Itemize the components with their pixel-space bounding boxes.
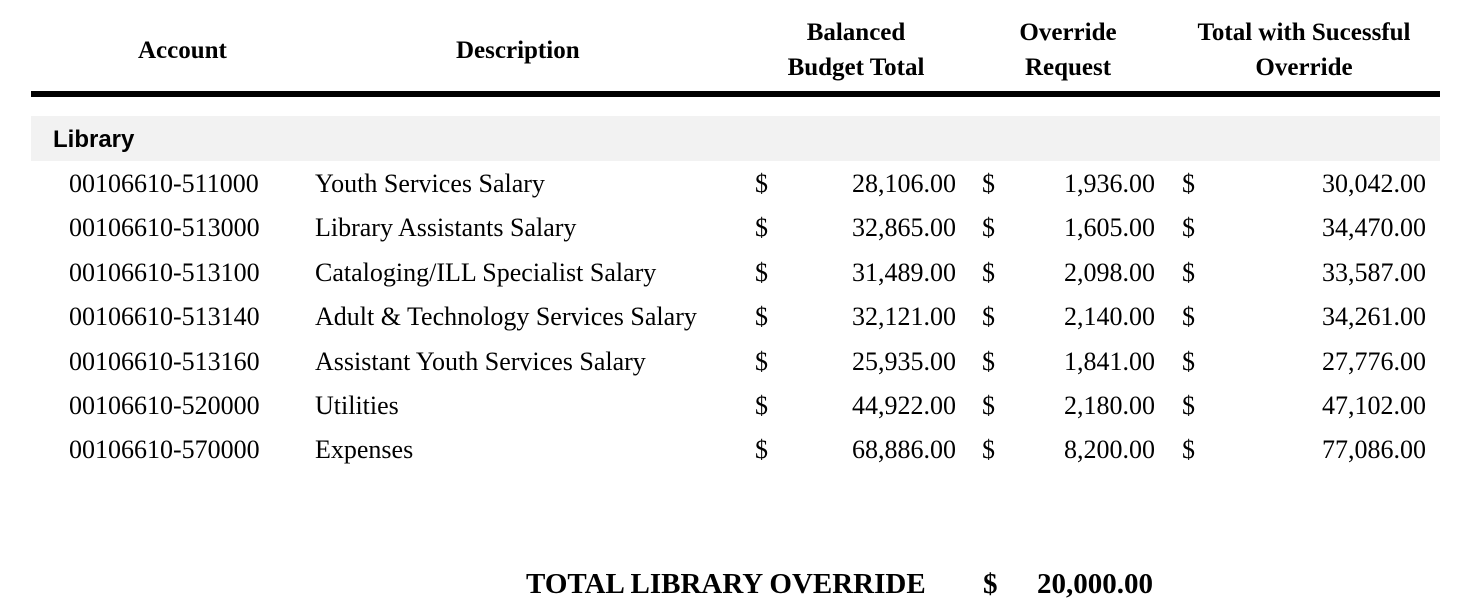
currency-symbol: $ [982, 390, 995, 420]
total-override-cell: 27,776.00 [1322, 346, 1426, 376]
total-override-cell: 77,086.00 [1322, 435, 1426, 465]
table-row [0, 253, 1472, 297]
section-header-library [31, 116, 1440, 161]
override-request-cell: 2,180.00 [1064, 390, 1155, 420]
account-cell: 00106610-520000 [69, 390, 260, 420]
header-total-with-override: Total with Sucessful Override [1197, 19, 1411, 81]
description-cell: Utilities [315, 390, 399, 420]
total-value: 20,000.00 [1037, 568, 1153, 600]
currency-symbol: $ [982, 257, 995, 287]
account-cell: 00106610-513100 [69, 257, 260, 287]
table-row [0, 164, 1472, 208]
currency-symbol: $ [755, 390, 768, 420]
total-currency-symbol: $ [983, 568, 998, 600]
account-cell: 00106610-513140 [69, 302, 260, 332]
currency-symbol: $ [1182, 302, 1195, 332]
balanced-total-cell: 28,106.00 [852, 169, 956, 198]
table-row [0, 297, 1472, 341]
balanced-total-cell: 32,865.00 [852, 213, 956, 243]
currency-symbol: $ [1182, 213, 1195, 243]
balanced-total-cell: 44,922.00 [852, 390, 956, 420]
currency-symbol: $ [755, 169, 768, 198]
total-override-cell: 34,470.00 [1322, 213, 1426, 243]
currency-symbol: $ [1182, 169, 1195, 198]
balanced-total-cell: 31,489.00 [852, 257, 956, 287]
total-override-cell: 30,042.00 [1322, 169, 1426, 198]
balanced-total-cell: 25,935.00 [852, 346, 956, 376]
currency-symbol: $ [755, 302, 768, 332]
balanced-total-cell: 68,886.00 [852, 435, 956, 465]
currency-symbol: $ [982, 169, 995, 198]
override-request-cell: 1,605.00 [1064, 213, 1155, 243]
header-override-request: Override Request [1019, 19, 1117, 81]
header-balanced-budget-total: Balanced Budget Total [787, 19, 925, 81]
balanced-total-cell: 32,121.00 [852, 302, 956, 332]
currency-symbol: $ [1182, 390, 1195, 420]
total-override-cell: 33,587.00 [1322, 257, 1426, 287]
description-cell: Cataloging/ILL Specialist Salary [315, 257, 657, 287]
header-account: Account [138, 37, 227, 64]
table-row [0, 386, 1472, 430]
currency-symbol: $ [982, 213, 995, 243]
account-cell: 00106610-513000 [69, 213, 260, 243]
section-label: Library [53, 126, 135, 153]
currency-symbol: $ [755, 346, 768, 376]
override-request-cell: 1,841.00 [1064, 346, 1155, 376]
override-request-cell: 2,140.00 [1064, 302, 1155, 332]
description-cell: Expenses [315, 435, 414, 465]
override-request-cell: 8,200.00 [1064, 435, 1155, 465]
currency-symbol: $ [755, 213, 768, 243]
account-cell: 00106610-570000 [69, 435, 260, 465]
total-override-cell: 47,102.00 [1322, 390, 1426, 420]
total-override-cell: 34,261.00 [1322, 302, 1426, 332]
total-label: TOTAL LIBRARY OVERRIDE [526, 568, 926, 600]
description-cell: Adult & Technology Services Salary [315, 302, 697, 332]
currency-symbol: $ [1182, 257, 1195, 287]
currency-symbol: $ [982, 435, 995, 465]
account-cell: 00106610-511000 [69, 169, 259, 198]
currency-symbol: $ [982, 302, 995, 332]
override-request-cell: 2,098.00 [1064, 257, 1155, 287]
currency-symbol: $ [982, 346, 995, 376]
header-description: Description [456, 37, 580, 64]
account-cell: 00106610-513160 [69, 346, 260, 376]
description-cell: Assistant Youth Services Salary [315, 346, 646, 376]
table-row [0, 430, 1472, 474]
table-row [0, 208, 1472, 252]
description-cell: Youth Services Salary [315, 169, 545, 198]
table-row [0, 342, 1472, 386]
currency-symbol: $ [755, 435, 768, 465]
header-divider [31, 91, 1440, 97]
table-body [0, 164, 1472, 475]
currency-symbol: $ [1182, 435, 1195, 465]
currency-symbol: $ [1182, 346, 1195, 376]
currency-symbol: $ [755, 257, 768, 287]
description-cell: Library Assistants Salary [315, 213, 577, 243]
override-request-cell: 1,936.00 [1064, 169, 1155, 198]
